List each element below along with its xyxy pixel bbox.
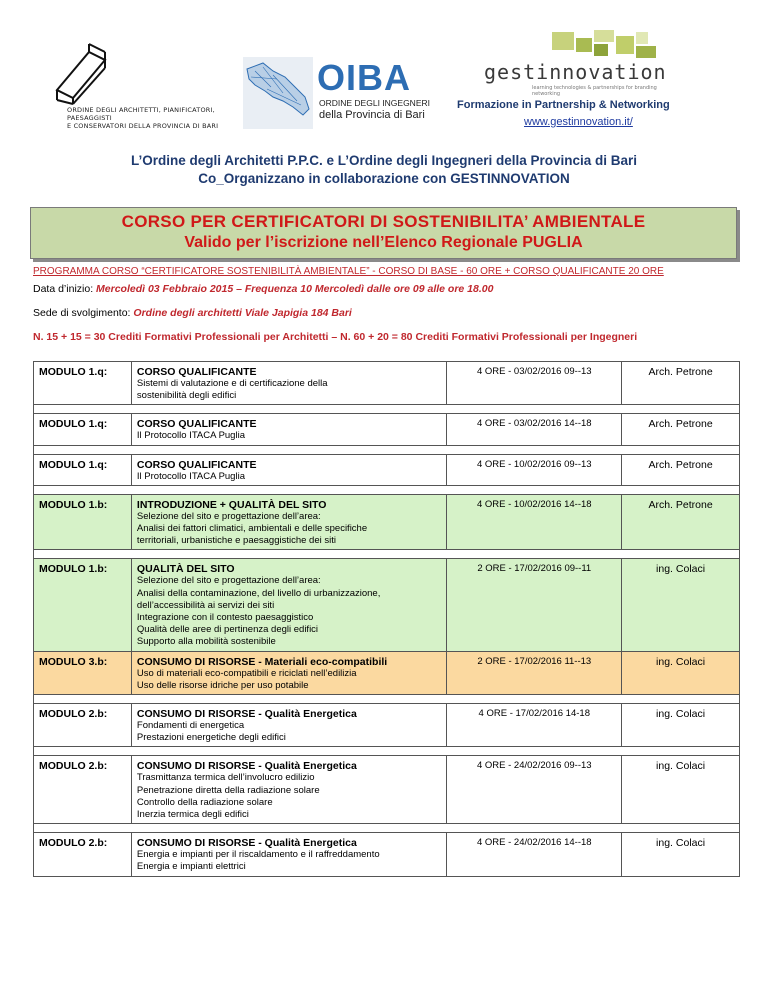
sede-label: Sede di svolgimento: — [33, 307, 134, 319]
oiba-wordmark: OIBA — [317, 57, 411, 98]
module-topic: Energia e impianti elettrici — [136, 861, 246, 873]
spacer-cell — [34, 824, 740, 833]
module-topic: Inerzia termica degli edifici — [136, 809, 249, 821]
module-topic: Trasmittanza termica dell’involucro edilizio — [136, 772, 315, 784]
spacer-row — [34, 747, 740, 756]
data-value: Mercoledì 03 Febbraio 2015 – Frequenza 10 Mercoledì dalle ore 09 alle ore 18.00 — [96, 283, 494, 295]
module-topic: Penetrazione diretta della radiazione solare — [136, 784, 320, 796]
arch-logo-line: E CONSERVATORI DELLA PROVINCIA DI BARI — [67, 122, 219, 130]
module-topic: Fondamenti di energetica — [136, 720, 245, 732]
description-cell — [131, 414, 447, 445]
spacer-cell — [34, 445, 740, 454]
module-topic: Energia e impianti per il riscaldamento e il raffreddamento — [136, 849, 380, 861]
table-row — [34, 414, 740, 445]
spacer-cell — [34, 405, 740, 414]
teacher-cell: ing. Colaci — [622, 559, 740, 651]
data-label: Data d’inizio: — [33, 283, 97, 295]
org-line2: Co_Organizzano in collaborazione con GESTINNOVATION — [198, 171, 570, 186]
module-cell: MODULO 3.b: — [34, 651, 132, 694]
sede-line — [33, 307, 352, 319]
module-title: CONSUMO DI RISORSE - Qualità Energetica — [136, 760, 357, 773]
date-cell: 2 ORE - 17/02/2016 09--11 — [447, 559, 622, 651]
module-cell: MODULO 1.b: — [34, 559, 132, 651]
module-topic: Analisi dei fattori climatici, ambientali e delle specifiche — [136, 523, 368, 535]
gest-squares-icon — [482, 30, 672, 60]
module-topic: Prestazioni energetiche degli edifici — [136, 732, 286, 744]
oiba-line1: ORDINE DEGLI INGEGNERI — [319, 98, 430, 108]
spacer-row — [34, 405, 740, 414]
module-topic: Analisi della contaminazione, del livello di urbanizzazione, — [136, 587, 381, 599]
table-row — [34, 704, 740, 747]
crediti-line: N. 15 + 15 = 30 Crediti Formativi Professionali per Architetti – N. 60 + 20 = 80 Crediti Formativi Professionali per Ingegneri — [33, 331, 638, 343]
teacher-cell: Arch. Petrone — [622, 362, 740, 405]
module-topic: Qualità delle aree di pertinenza degli edifici — [136, 624, 319, 636]
spacer-cell — [34, 485, 740, 494]
module-title: CONSUMO DI RISORSE - Materiali eco-compatibili — [136, 655, 388, 668]
table-row — [34, 833, 740, 876]
module-topic: Il Protocollo ITACA Puglia — [136, 430, 245, 442]
spacer-cell — [34, 695, 740, 704]
table-row — [34, 494, 740, 550]
module-cell: MODULO 2.b: — [34, 756, 132, 824]
data-line — [33, 283, 493, 295]
module-cell: MODULO 1.q: — [34, 414, 132, 445]
teacher-cell: ing. Colaci — [622, 756, 740, 824]
date-cell: 4 ORE - 10/02/2016 14--18 — [447, 494, 622, 550]
description-cell — [131, 756, 447, 824]
description-cell — [131, 454, 447, 485]
module-cell: MODULO 1.q: — [34, 362, 132, 405]
description-cell — [131, 559, 447, 651]
oiba-logo — [243, 57, 430, 129]
module-cell: MODULO 1.q: — [34, 454, 132, 485]
date-cell: 4 ORE - 03/02/2016 14--18 — [447, 414, 622, 445]
description-cell — [131, 362, 447, 405]
date-cell: 4 ORE - 03/02/2016 09--13 — [447, 362, 622, 405]
module-topic: Uso delle risorse idriche per uso potabile — [136, 679, 309, 691]
teacher-cell: Arch. Petrone — [622, 454, 740, 485]
module-title: CONSUMO DI RISORSE - Qualità Energetica — [136, 837, 357, 850]
spacer-cell — [34, 550, 740, 559]
module-topic: Selezione del sito e progettazione dell’area: — [136, 575, 321, 587]
date-cell: 4 ORE - 24/02/2016 14--18 — [447, 833, 622, 876]
programma-line: PROGRAMMA CORSO “CERTIFICATORE SOSTENIBILITÀ AMBIENTALE” - CORSO DI BASE - 60 ORE + CORSO QUALIFICANTE 20 ORE — [33, 266, 664, 277]
architects-logo — [45, 40, 235, 130]
table-row — [34, 756, 740, 824]
module-topic: territoriali, urbanistiche e paesaggistiche dei siti — [136, 535, 336, 547]
module-title: CONSUMO DI RISORSE - Qualità Energetica — [136, 708, 357, 721]
module-topic: Integrazione con il contesto paesaggistico — [136, 612, 314, 624]
module-topic: Controllo della radiazione solare — [136, 796, 273, 808]
teacher-cell: ing. Colaci — [622, 833, 740, 876]
teacher-cell: Arch. Petrone — [622, 494, 740, 550]
module-topic: Supporto alla mobilità sostenibile — [136, 636, 276, 648]
gestinnovation-logo — [482, 30, 672, 105]
module-topic: Uso di materiali eco-compatibili e riciclati nell’edilizia — [136, 667, 357, 679]
module-topic: Il Protocollo ITACA Puglia — [136, 470, 245, 482]
module-cell: MODULO 2.b: — [34, 833, 132, 876]
module-title: CORSO QUALIFICANTE — [136, 458, 257, 471]
puglia-map-icon — [243, 57, 313, 129]
date-cell: 4 ORE - 10/02/2016 09--13 — [447, 454, 622, 485]
table-row — [34, 651, 740, 694]
oiba-line2: della Provincia di Bari — [319, 109, 425, 121]
module-title: INTRODUZIONE + QUALITÀ DEL SITO — [136, 498, 327, 511]
spacer-row — [34, 485, 740, 494]
table-row — [34, 559, 740, 651]
architects-logo-icon — [45, 40, 125, 106]
date-cell: 2 ORE - 17/02/2016 11--13 — [447, 651, 622, 694]
module-cell: MODULO 1.b: — [34, 494, 132, 550]
arch-logo-line: ORDINE DEGLI ARCHITETTI, PIANIFICATORI, PAESAGGISTI — [67, 106, 215, 122]
module-topic: Sistemi di valutazione e di certificazione della — [136, 378, 328, 389]
teacher-cell: Arch. Petrone — [622, 414, 740, 445]
teacher-cell: ing. Colaci — [622, 651, 740, 694]
spacer-cell — [34, 747, 740, 756]
spacer-row — [34, 445, 740, 454]
date-cell: 4 ORE - 24/02/2016 09--13 — [447, 756, 622, 824]
org-line1: L’Ordine degli Architetti P.P.C. e L’Ordine degli Ingegneri della Provincia di Bari — [130, 153, 638, 168]
module-title: QUALITÀ DEL SITO — [136, 563, 235, 576]
gest-tagline: Formazione in Partnership & Networking — [457, 99, 670, 111]
gest-sub: learning technologies & partnerships for branding networking — [532, 85, 657, 97]
course-title: CORSO PER CERTIFICATORI DI SOSTENIBILITA’ AMBIENTALE — [121, 212, 646, 231]
table-row — [34, 454, 740, 485]
table-row — [34, 362, 740, 405]
sede-value: Ordine degli architetti Viale Japigia 184 Bari — [133, 307, 352, 319]
spacer-row — [34, 550, 740, 559]
description-cell — [131, 651, 447, 694]
teacher-cell: ing. Colaci — [622, 704, 740, 747]
description-cell — [131, 704, 447, 747]
module-title: CORSO QUALIFICANTE — [136, 418, 257, 431]
module-cell: MODULO 2.b: — [34, 704, 132, 747]
gest-url-link[interactable]: www.gestinnovation.it/ — [524, 116, 633, 128]
date-cell: 4 ORE - 17/02/2016 14-18 — [447, 704, 622, 747]
course-subtitle: Valido per l’iscrizione nell’Elenco Regionale PUGLIA — [184, 234, 583, 251]
description-cell — [131, 833, 447, 876]
module-topic: sostenibilità degli edifici — [136, 390, 237, 402]
gest-wordmark: gestinnovation — [484, 60, 667, 84]
description-cell — [131, 494, 447, 550]
schedule-table — [33, 361, 740, 877]
spacer-row — [34, 695, 740, 704]
module-topic: dell’accessibilità ai servizi dei siti — [136, 599, 275, 611]
spacer-row — [34, 824, 740, 833]
module-topic: Selezione del sito e progettazione dell’area: — [136, 510, 321, 522]
course-title-box — [30, 207, 737, 259]
module-title: CORSO QUALIFICANTE — [136, 366, 257, 378]
